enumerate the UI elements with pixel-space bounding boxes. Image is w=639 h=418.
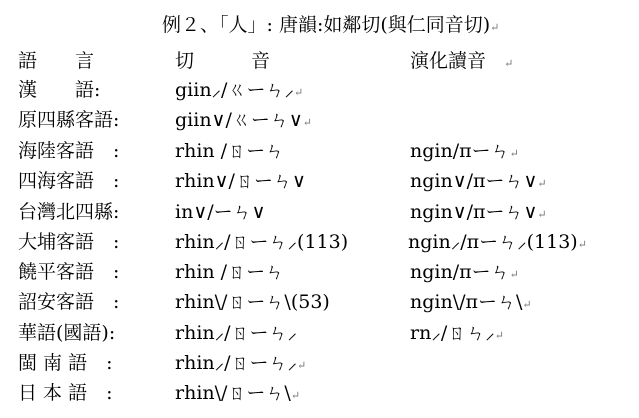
evolved-pronunciation xyxy=(410,318,504,345)
paragraph-mark: ↵ xyxy=(577,238,587,251)
pronunciation: rhin /ㄖーㄣ xyxy=(175,140,285,162)
language-name: 海陸客語 : xyxy=(18,140,120,162)
evolved-pronunciation xyxy=(408,227,587,254)
evolved-text: ngin/πーㄣ xyxy=(410,140,510,162)
pronunciation-text: rhin⸝/ㄖーㄣ⸝ xyxy=(175,352,298,374)
paragraph-mark: ↵ xyxy=(504,57,514,70)
paragraph-mark: ↵ xyxy=(302,116,312,129)
evolved-text: ngin⸝/πーㄣ⸝(113) xyxy=(408,231,578,253)
evolved-text: rn⸝/ㄖㄣ⸝ xyxy=(410,322,495,344)
evolved-text: ngin∨/πーㄣ∨ xyxy=(410,201,538,223)
evolved-text: ngin\/πーㄣ\ xyxy=(410,291,523,313)
language-name: 原四縣客語: xyxy=(18,109,120,131)
paragraph-mark: ↵ xyxy=(522,298,532,311)
evolved-text: ngin∨/πーㄣ∨ xyxy=(410,170,538,192)
table-row xyxy=(18,257,638,285)
pronunciation-text: giin∨/ㄍーㄣ∨ xyxy=(175,109,303,131)
paragraph-mark: ↵ xyxy=(490,21,500,34)
paragraph-mark: ↵ xyxy=(293,86,304,99)
language-name: 饒平客語 : xyxy=(18,261,120,283)
language-name: 台灣北四縣: xyxy=(18,201,120,223)
document-title xyxy=(162,10,499,37)
evolved-pronunciation xyxy=(410,166,547,193)
header-pronunciation: 切 音 xyxy=(175,50,271,72)
language-name: 大埔客語 : xyxy=(18,231,120,253)
evolved-pronunciation xyxy=(410,257,519,284)
pronunciation: rhin⸝/ㄖーㄣ⸝ xyxy=(175,322,298,344)
title-text: 例２、「人」: 唐韻:如鄰切(與仁同音切) xyxy=(162,14,491,36)
pronunciation-text: rhin\/ㄖーㄣ\ xyxy=(175,382,291,404)
paragraph-mark: ↵ xyxy=(537,177,547,190)
evolved-pronunciation xyxy=(410,287,532,314)
pronunciation xyxy=(175,378,300,405)
pronunciation: rhin /ㄖーㄣ xyxy=(175,261,285,283)
pronunciation xyxy=(175,348,306,375)
table-row xyxy=(18,348,638,376)
paragraph-mark: ↵ xyxy=(297,359,307,372)
pronunciation: in∨/ーㄣ∨ xyxy=(175,201,266,223)
table-row xyxy=(18,105,638,133)
table-row xyxy=(18,227,638,255)
evolved-pronunciation xyxy=(410,136,519,163)
pronunciation: rhin⸝/ㄖーㄣ⸝(113) xyxy=(175,231,349,253)
table-row xyxy=(18,136,638,164)
language-name: 四海客語 : xyxy=(18,170,120,192)
paragraph-mark: ↵ xyxy=(290,389,301,402)
table-row xyxy=(18,75,638,103)
table-row xyxy=(18,318,638,346)
pronunciation xyxy=(175,75,303,102)
header-language: 語 言 xyxy=(18,50,95,72)
table-row xyxy=(18,378,638,406)
table-row xyxy=(18,166,638,194)
evolved-text: ngin/πーㄣ xyxy=(410,261,510,283)
language-name: 日 本 語 : xyxy=(18,382,113,404)
language-name: 閩 南 語 : xyxy=(18,352,113,374)
table-row xyxy=(18,287,638,315)
paragraph-mark: ↵ xyxy=(537,208,547,221)
paragraph-mark: ↵ xyxy=(494,329,504,342)
paragraph-mark: ↵ xyxy=(509,147,519,160)
pronunciation-text: giin⸝/ㄍーㄣ⸝ xyxy=(175,79,294,101)
language-name: 漢 語: xyxy=(18,79,101,101)
header-evolved-pronunciation xyxy=(410,46,513,73)
pronunciation: rhin∨/ㄖーㄣ∨ xyxy=(175,170,306,192)
paragraph-mark: ↵ xyxy=(509,268,519,281)
pronunciation: rhin\/ㄖーㄣ\(53) xyxy=(175,291,330,313)
evolved-pronunciation xyxy=(410,197,547,224)
header-evolved-text: 演化讀音 xyxy=(410,50,487,72)
language-name: 華語(國語): xyxy=(18,322,116,344)
table-row xyxy=(18,197,638,225)
language-name: 詔安客語 : xyxy=(18,291,120,313)
pronunciation xyxy=(175,105,312,132)
